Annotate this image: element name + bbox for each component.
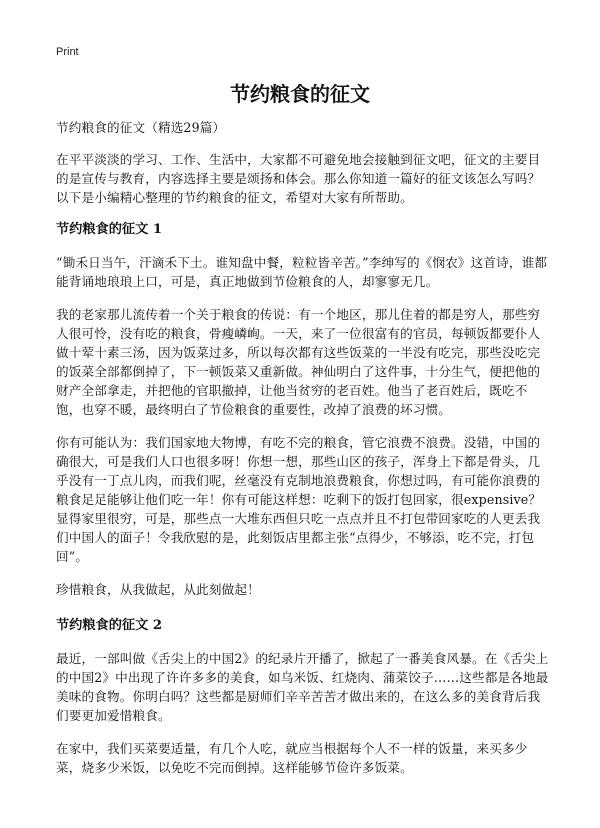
section-heading: 节约粮食的征文 1 <box>56 222 163 237</box>
intro-paragraph: 在平平淡淡的学习、工作、生活中，大家都不可避免地会接触到征文吧，征文的主要目的是宣传与教育，内容选择主要是颂扬和体会。那么你知道一篇好的征文该怎么写吗？以下是小编精心整理的节约粮食的征文，希望对大家有所帮助。 <box>56 152 541 205</box>
section-paragraph: 在家中，我们买菜要适量，有几个人吃，就应当根据每个人不一样的饭量，来买多少菜，烧多少米饭，以免吃不完而倒掉。这样能够节俭许多饭菜。 <box>56 741 528 775</box>
page-title: 节约粮食的征文 <box>230 82 370 106</box>
article-body <box>56 118 552 791</box>
print-link[interactable]: Print <box>56 46 79 58</box>
section-paragraph: 你有可能认为：我们国家地大物博，有吃不完的粮食，管它浪费不浪费。没错，中国的确很大，可是我们人口也很多呀！你想一想，那些山区的孩子，浑身上下都是骨头，几乎没有一丁点儿肉，而我们呢，丝毫没有克制地浪费粮食，你想过吗，有可能你浪费的粮食足足能够让他们吃一年！你有可能这样想：吃剩下的饭打包回家，很expensive？显得家里很穷，可是，那些点一大堆东西但只吃一点点并且不打包带回家吃的人更丢我们中国人的面子！令我欣慰的是，此刻饭店里都主张“点得少，不够添，吃不完，打包回”。 <box>56 435 542 564</box>
section-paragraph: 我的老家那儿流传着一个关于粮食的传说：有一个地区，那儿住着的都是穷人，那些穷人很可怜，没有吃的粮食，骨瘦嶙峋。一天，来了一位很富有的官员，每顿饭都要仆人做十荤十素三汤，因为饭菜过多，所以每次都有这些饭菜的一半没有吃完，那些没吃完的饭菜全部都倒掉了，下一顿饭菜又重新做。神仙明白了这件事，十分生气，便把他的财产全部拿走，并把他的官职撤掉，让他当贫穷的老百姓。他当了老百姓后，既吃不饱，也穿不暖，最终明白了节俭粮食的重要性，改掉了浪费的坏习惯。 <box>56 307 541 417</box>
article-subtitle: 节约粮食的征文（精选29篇） <box>56 120 226 135</box>
section-heading: 节约粮食的征文 2 <box>56 618 163 633</box>
section-paragraph: 珍惜粮食，从我做起，从此刻做起！ <box>56 582 260 597</box>
section-paragraph: 最近，一部叫做《舌尖上的中国2》的纪录片开播了，掀起了一番美食风暴。在《舌尖上的中国2》中出现了许许多多的美食，如乌米饭、红烧肉、蒲菜饺子……这些都是各地最美味的食物。你明白吗？这些都是厨师们辛辛苦苦才做出来的，在这么多的美食背后我们要更加爱惜粮食。 <box>56 651 549 723</box>
section-paragraph: “锄禾日当午，汗滴禾下土。谁知盘中餐，粒粒皆辛苦。”李绅写的《悯农》这首诗，谁都能背诵地琅琅上口，可是，真正地做到节俭粮食的人，却寥寥无几。 <box>56 255 548 289</box>
